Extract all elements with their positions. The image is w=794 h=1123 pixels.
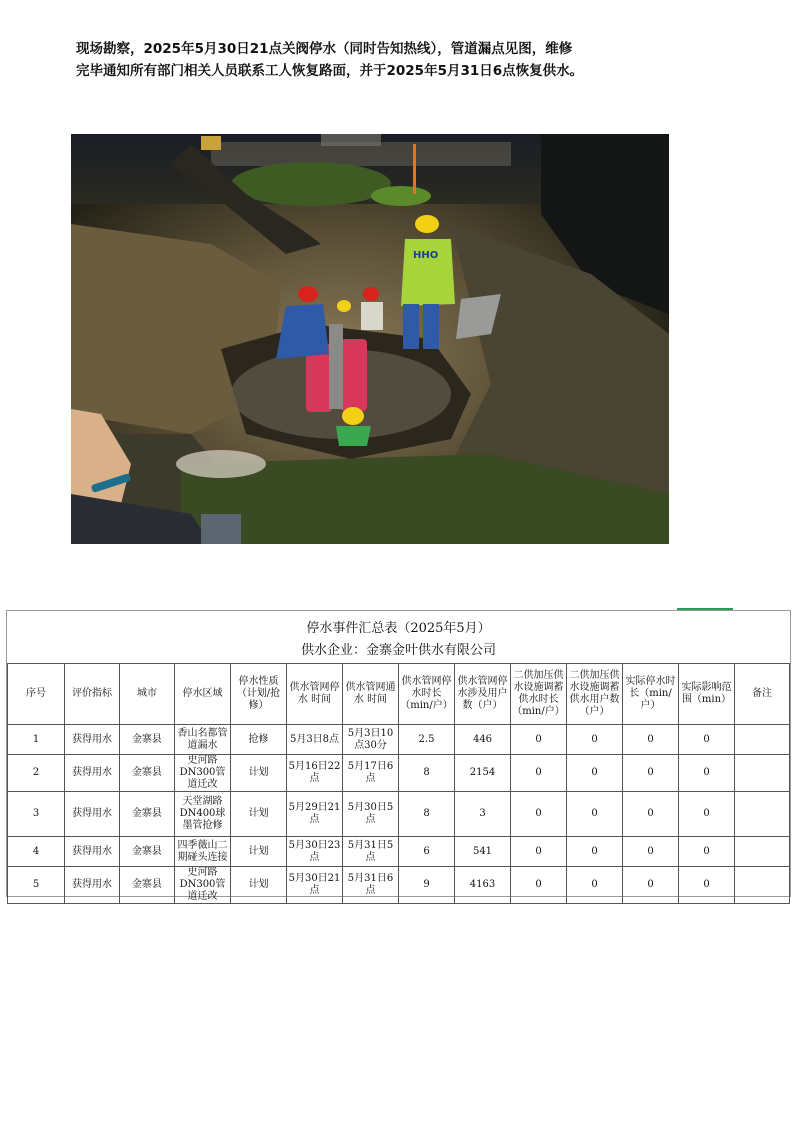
table-cell: 5月30日5点 <box>343 792 399 837</box>
table-cell: 史河路DN300管道迁改 <box>175 867 231 904</box>
table-cell: 计划 <box>231 755 287 792</box>
table-cell: 446 <box>455 725 511 755</box>
table-cell: 香山名都管道漏水 <box>175 725 231 755</box>
table-cell: 5月30日21点 <box>287 867 343 904</box>
table-title: 停水事件汇总表（2025年5月） <box>306 621 491 636</box>
table-cell: 3 <box>8 792 65 837</box>
table-cell <box>735 867 790 904</box>
table-cell: 6 <box>399 837 455 867</box>
table-cell: 0 <box>567 867 623 904</box>
table-cell: 541 <box>455 837 511 867</box>
outage-table <box>7 663 790 904</box>
table-cell: 3 <box>455 792 511 837</box>
table-cell: 5月30日23点 <box>287 837 343 867</box>
table-cell: 金寨县 <box>120 725 175 755</box>
header-cell: 停水性质（计划/抢修） <box>231 664 287 725</box>
table-cell: 8 <box>399 755 455 792</box>
table-cell: 0 <box>567 755 623 792</box>
table-company: 供水企业：金寨金叶供水有限公司 <box>300 643 496 658</box>
table-cell: 获得用水 <box>65 792 120 837</box>
repair-site-photo <box>71 134 669 544</box>
table-cell: 0 <box>623 755 679 792</box>
header-cell: 供水管网停水涉及用户数（户） <box>455 664 511 725</box>
table-row <box>8 792 790 837</box>
header-cell: 序号 <box>8 664 65 725</box>
table-header-row <box>8 664 790 725</box>
header-cell: 供水管网停水时长（min/户） <box>399 664 455 725</box>
intro-line-1: 现场勘察，2025年5月30日21点关阀停水（同时告知热线），管道漏点见图，维修 <box>76 41 573 57</box>
table-cell: 5 <box>8 867 65 904</box>
repair-site-illustration <box>71 134 669 544</box>
table-cell: 获得用水 <box>65 837 120 867</box>
table-cell <box>735 725 790 755</box>
table-cell: 0 <box>679 837 735 867</box>
table-cell: 2.5 <box>399 725 455 755</box>
table-cell: 2154 <box>455 755 511 792</box>
table-cell: 史河路DN300管道迁改 <box>175 755 231 792</box>
header-cell: 二供加压供水设施调蓄供水用户数（户） <box>567 664 623 725</box>
vest-label: HHO <box>413 250 439 261</box>
header-cell: 实际影响范围（min） <box>679 664 735 725</box>
table-cell: 抢修 <box>231 725 287 755</box>
table-cell: 5月17日6点 <box>343 755 399 792</box>
table-cell <box>735 837 790 867</box>
table-cell: 0 <box>679 725 735 755</box>
table-cell: 0 <box>511 867 567 904</box>
table-cell: 天堂湖路DN400球墨管抢修 <box>175 792 231 837</box>
outage-summary-sheet <box>6 610 791 902</box>
table-cell: 金寨县 <box>120 755 175 792</box>
table-cell: 5月3日10点30分 <box>343 725 399 755</box>
table-cell: 0 <box>679 867 735 904</box>
intro-line-2: 完毕通知所有部门相关人员联系工人恢复路面，并于2025年5月31日6点恢复供水。 <box>76 63 584 79</box>
table-cell: 0 <box>623 725 679 755</box>
table-cell: 8 <box>399 792 455 837</box>
table-cell <box>735 792 790 837</box>
header-cell: 评价指标 <box>65 664 120 725</box>
table-cell: 0 <box>679 755 735 792</box>
table-cell: 0 <box>623 792 679 837</box>
table-cell: 0 <box>623 837 679 867</box>
table-cell: 计划 <box>231 837 287 867</box>
table-cell: 5月3日8点 <box>287 725 343 755</box>
table-cell <box>735 755 790 792</box>
table-cell: 获得用水 <box>65 867 120 904</box>
header-cell: 城市 <box>120 664 175 725</box>
header-cell: 备注 <box>735 664 790 725</box>
table-cell: 0 <box>511 725 567 755</box>
table-title-block <box>7 611 790 663</box>
table-cell: 5月16日22点 <box>287 755 343 792</box>
table-cell: 4 <box>8 837 65 867</box>
table-cell: 金寨县 <box>120 792 175 837</box>
table-cell: 0 <box>511 837 567 867</box>
table-cell: 2 <box>8 755 65 792</box>
table-cell: 计划 <box>231 792 287 837</box>
intro-text <box>76 38 676 82</box>
table-cell: 0 <box>679 792 735 837</box>
header-cell: 停水区域 <box>175 664 231 725</box>
table-row <box>8 725 790 755</box>
table-cell: 4163 <box>455 867 511 904</box>
header-cell: 供水管网停水 时间 <box>287 664 343 725</box>
table-cell: 5月29日21点 <box>287 792 343 837</box>
table-row <box>8 867 790 904</box>
header-cell: 供水管网通水 时间 <box>343 664 399 725</box>
table-cell: 5月31日5点 <box>343 837 399 867</box>
header-cell: 二供加压供水设施调蓄供水时长（min/户） <box>511 664 567 725</box>
table-cell: 9 <box>399 867 455 904</box>
table-cell: 0 <box>511 755 567 792</box>
table-cell: 金寨县 <box>120 837 175 867</box>
table-cell: 金寨县 <box>120 867 175 904</box>
table-cell: 计划 <box>231 867 287 904</box>
table-row <box>8 755 790 792</box>
table-cell: 0 <box>567 792 623 837</box>
table-cell: 0 <box>567 725 623 755</box>
table-cell: 获得用水 <box>65 725 120 755</box>
table-cell: 0 <box>567 837 623 867</box>
table-cell: 0 <box>623 867 679 904</box>
table-cell: 四季薇山二期碰头连接 <box>175 837 231 867</box>
table-cell: 5月31日6点 <box>343 867 399 904</box>
header-cell: 实际停水时长（min/户） <box>623 664 679 725</box>
table-cell: 0 <box>511 792 567 837</box>
table-cell: 1 <box>8 725 65 755</box>
table-cell: 获得用水 <box>65 755 120 792</box>
table-row <box>8 837 790 867</box>
